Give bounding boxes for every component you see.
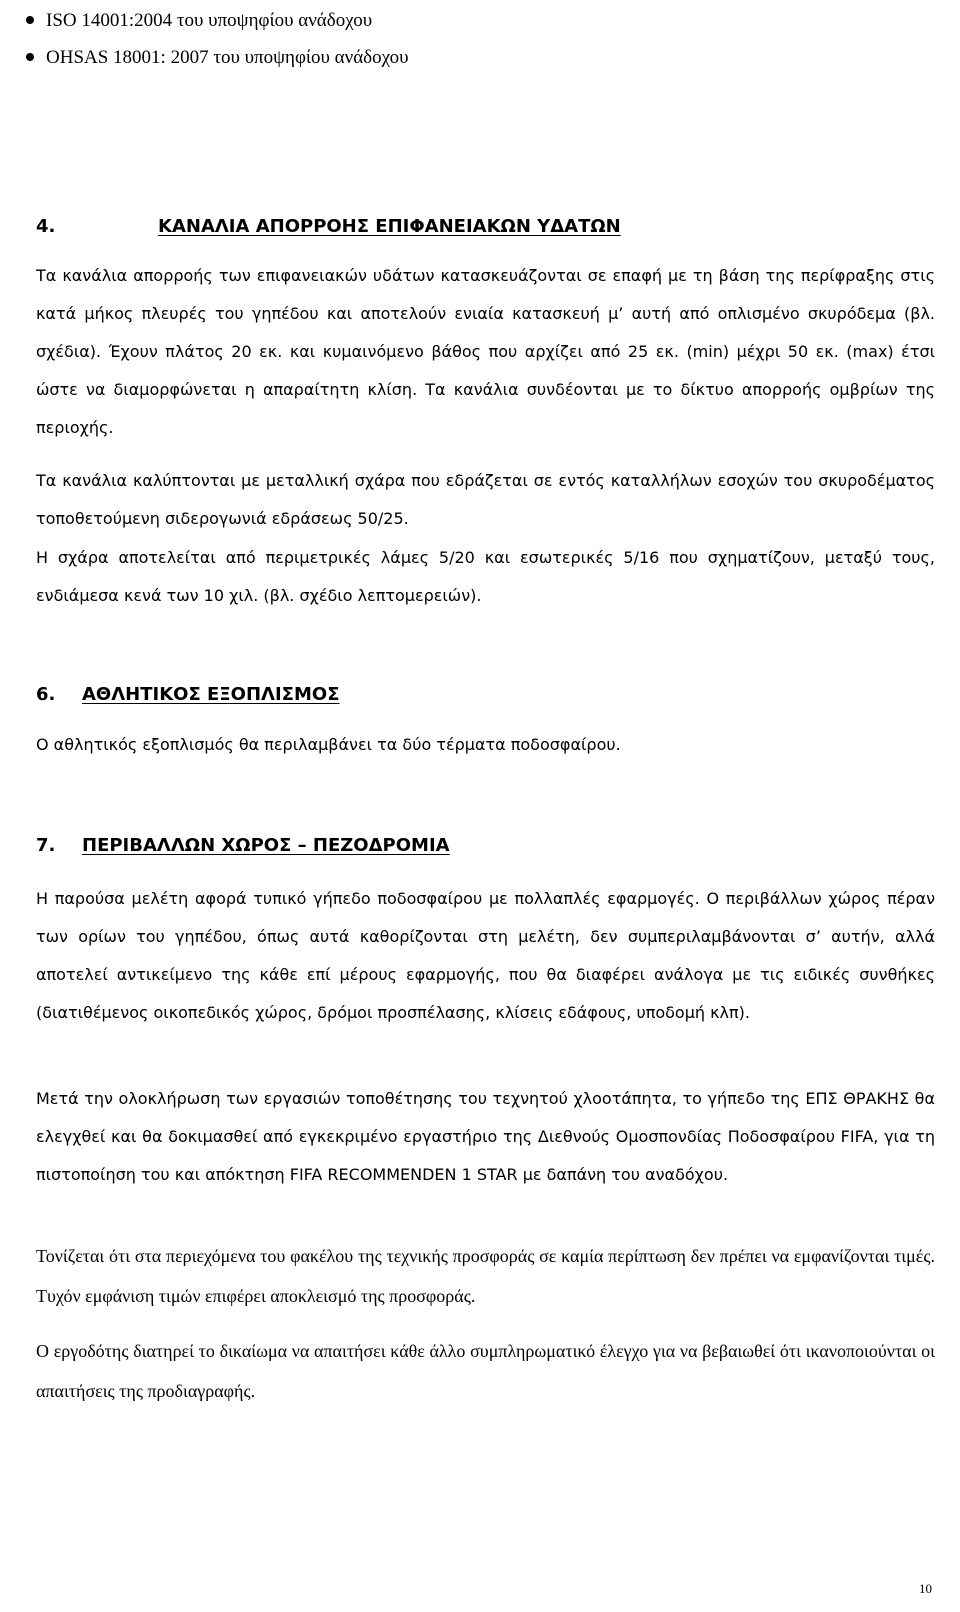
list-item: OHSAS 18001: 2007 του υποψηφίου ανάδοχου [26,39,409,76]
section-title: ΚΑΝΑΛΙΑ ΑΠΟΡΡΟΗΣ ΕΠΙΦΑΝΕΙΑΚΩΝ ΥΔΑΤΩΝ [158,216,621,237]
section-title: ΑΘΛΗΤΙΚΟΣ ΕΞΟΠΛΙΣΜΟΣ [82,684,340,705]
paragraph: Ο αθλητικός εξοπλισμός θα περιλαμβάνει τα δύο τέρματα ποδοσφαίρου. [36,735,621,754]
paragraph: Μετά την ολοκλήρωση των εργασιών τοποθέτησης του τεχνητού χλοοτάπητα, το γήπεδο της ΕΠΣ ΘΡΑΚΗΣ θα ελεγχθεί και θα δοκιμασθεί από εγκεκριμένο εργαστήριο της Διεθνούς Ομοσπονδίας Ποδοσφαίρου FIFA, για τη πιστοποίηση του και απόκτηση FIFA RECOMMENDEN 1 STAR με δαπάνη του αναδόχου. [36,1089,935,1184]
paragraph: Η παρούσα μελέτη αφορά τυπικό γήπεδο ποδοσφαίρου με πολλαπλές εφαρμογές. Ο περιβάλλων χώρος πέραν των ορίων του γηπέδου, όπως αυτά καθορίζονται στη μελέτη, δεν συμπεριλαμβάνονται σ’ αυτήν, αλλά αποτελεί αντικείμενο της κάθε επί μέρους εφαρμογής, που θα διαφέρει ανάλογα με τις ειδικές συνθήκες (διατιθέμενος οικοπεδικός χώρος, δρόμοι προσπέλασης, κλίσεις εδάφους, υποδομή κλπ). [36,889,935,1022]
section-number: 6. [36,684,56,705]
section-number: 4. [36,216,56,237]
paragraph: Τα κανάλια απορροής των επιφανειακών υδάτων κατασκευάζονται σε επαφή με τη βάση της περίφραξης στις κατά μήκος πλευρές του γηπέδου και αποτελούν ενιαία κατασκευή μ’ αυτή από οπλισμένο σκυρόδεμα (βλ. σχέδια). Έχουν πλάτος 20 εκ. και κυμαινόμενο βάθος που αρχίζει από 25 εκ. (min) μέχρι 50 εκ. (max) έτσι ώστε να διαμορφώνεται η απαραίτητη κλίση. Τα κανάλια συνδέονται με το δίκτυο απορροής ομβρίων της περιοχής. [36,266,935,437]
section-4-heading [36,212,621,242]
paragraph: Τονίζεται ότι στα περιεχόμενα του φακέλου της τεχνικής προσφοράς σε καμία περίπτωση δεν πρέπει να εμφανίζονται τιμές. Τυχόν εμφάνιση τιμών επιφέρει αποκλεισμό της προσφοράς. [36,1246,935,1306]
page-number: 10 [919,1581,932,1596]
section-6-heading [36,680,339,710]
paragraph: Ο εργοδότης διατηρεί το δικαίωμα να απαιτήσει κάθε άλλο συμπληρωματικό έλεγχο για να βεβαιωθεί ότι ικανοποιούνται οι απαιτήσεις της προδιαγραφής. [36,1341,935,1401]
paragraph: Τα κανάλια καλύπτονται με μεταλλική σχάρα που εδράζεται σε εντός καταλλήλων εσοχών του σκυροδέματος τοποθετούμενη σιδερογωνιά εδράσεως 50/25. [36,471,935,528]
section-title: ΠΕΡΙΒΑΛΛΩΝ ΧΩΡΟΣ – ΠΕΖΟΔΡΟΜΙΑ [82,835,450,856]
section-number: 7. [36,835,56,856]
certification-list [26,2,409,76]
list-item: ISO 14001:2004 του υποψηφίου ανάδοχου [26,2,409,39]
paragraph: Η σχάρα αποτελείται από περιμετρικές λάμες 5/20 και εσωτερικές 5/16 που σχηματίζουν, μεταξύ τους, ενδιάμεσα κενά των 10 χιλ. (βλ. σχέδιο λεπτομερειών). [36,548,935,605]
section-7-heading [36,831,450,861]
